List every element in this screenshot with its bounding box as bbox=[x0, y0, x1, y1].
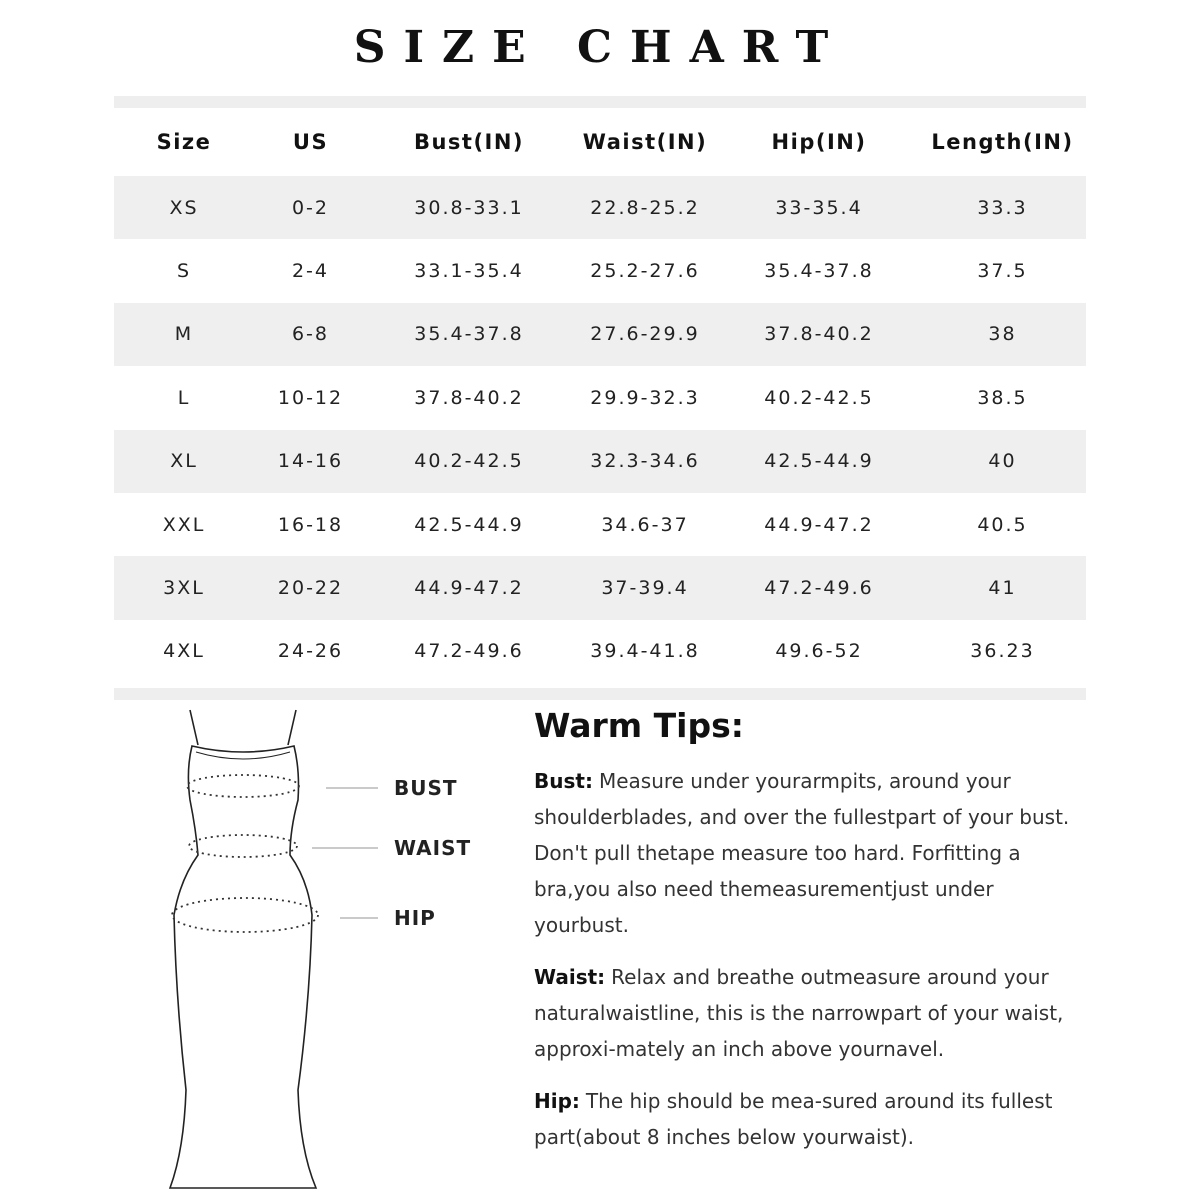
cell-bust: 40.2-42.5 bbox=[414, 450, 524, 473]
dress-illustration bbox=[140, 700, 500, 1200]
right-strap bbox=[288, 710, 296, 745]
cell-us: 14-16 bbox=[277, 450, 344, 473]
table-row bbox=[114, 176, 1086, 239]
cell-us: 16-18 bbox=[277, 513, 344, 536]
cell-hip: 49.6-52 bbox=[775, 640, 863, 663]
cell-us: 24-26 bbox=[277, 640, 344, 663]
cell-waist: 37-39.4 bbox=[601, 577, 689, 600]
cell-length: 38 bbox=[988, 323, 1017, 346]
cell-waist: 29.9-32.3 bbox=[590, 386, 700, 409]
cell-size: M bbox=[174, 323, 194, 346]
header-bust: Bust(IN) bbox=[413, 130, 525, 154]
cell-bust: 33.1-35.4 bbox=[414, 260, 524, 283]
cell-waist: 39.4-41.8 bbox=[590, 640, 700, 663]
cell-waist: 34.6-37 bbox=[601, 513, 689, 536]
bust-label: BUST bbox=[394, 776, 458, 800]
cell-bust: 47.2-49.6 bbox=[414, 640, 524, 663]
cell-hip: 44.9-47.2 bbox=[764, 513, 874, 536]
cell-hip: 37.8-40.2 bbox=[764, 323, 874, 346]
cell-waist: 22.8-25.2 bbox=[590, 196, 700, 219]
cell-waist: 25.2-27.6 bbox=[590, 260, 700, 283]
cell-us: 6-8 bbox=[291, 323, 330, 346]
cell-bust: 42.5-44.9 bbox=[414, 513, 524, 536]
cell-length: 41 bbox=[988, 577, 1017, 600]
cell-size: XS bbox=[169, 196, 199, 219]
header-size: Size bbox=[156, 130, 212, 154]
table-top-band bbox=[114, 96, 1086, 108]
warm-tips bbox=[534, 706, 1094, 1171]
table-bottom-band bbox=[114, 688, 1086, 700]
tip-hip bbox=[534, 1083, 1094, 1155]
table-row bbox=[114, 493, 1086, 556]
cell-bust: 37.8-40.2 bbox=[414, 386, 524, 409]
cell-us: 10-12 bbox=[277, 386, 344, 409]
header-waist: Waist(IN) bbox=[582, 130, 708, 154]
cell-us: 2-4 bbox=[291, 260, 330, 283]
header-length: Length(IN) bbox=[931, 130, 1074, 154]
bust-measure-line bbox=[187, 775, 299, 797]
cell-length: 40 bbox=[988, 450, 1017, 473]
tip-label: Hip: bbox=[534, 1089, 580, 1113]
cell-size: 3XL bbox=[163, 577, 205, 600]
dress-outline bbox=[170, 746, 316, 1188]
cell-length: 33.3 bbox=[977, 196, 1028, 219]
table-row bbox=[114, 239, 1086, 302]
cell-hip: 35.4-37.8 bbox=[764, 260, 874, 283]
table-row bbox=[114, 303, 1086, 366]
table-row bbox=[114, 556, 1086, 619]
tip-text: Measure under yourarmpits, around your shoulderblades, and over the fullestpart of your bust. Don't pull thetape measure too hard. Forfitting a bra,you also need themeasurementjust under yourbust. bbox=[534, 769, 1070, 937]
hip-measure-line bbox=[172, 898, 318, 932]
tip-text: Relax and breathe outmeasure around your naturalwaistline, this is the narrowpart of your waist, approxi-mately an inch above yournavel. bbox=[534, 965, 1064, 1061]
cell-size: XL bbox=[170, 450, 198, 473]
table-row bbox=[114, 620, 1086, 683]
cell-hip: 42.5-44.9 bbox=[764, 450, 874, 473]
cell-length: 40.5 bbox=[977, 513, 1028, 536]
tip-text: The hip should be mea-sured around its fullest part(about 8 inches below yourwaist). bbox=[534, 1089, 1053, 1149]
size-table bbox=[114, 96, 1086, 700]
dress-figure bbox=[140, 700, 500, 1200]
header-us: US bbox=[292, 130, 329, 154]
cell-us: 0-2 bbox=[291, 196, 330, 219]
cell-us: 20-22 bbox=[277, 577, 344, 600]
header-hip: Hip(IN) bbox=[771, 130, 867, 154]
cell-length: 36.23 bbox=[970, 640, 1035, 663]
cell-size: XXL bbox=[162, 513, 206, 536]
cell-length: 38.5 bbox=[977, 386, 1028, 409]
left-strap bbox=[190, 710, 198, 745]
tip-waist bbox=[534, 959, 1094, 1067]
tip-bust bbox=[534, 763, 1094, 943]
page-title: SIZE CHART bbox=[353, 22, 847, 73]
cell-length: 37.5 bbox=[977, 260, 1028, 283]
table-header-row bbox=[114, 108, 1086, 176]
tip-label: Bust: bbox=[534, 769, 593, 793]
cell-bust: 44.9-47.2 bbox=[414, 577, 524, 600]
cell-size: L bbox=[177, 386, 191, 409]
cell-waist: 27.6-29.9 bbox=[590, 323, 700, 346]
cell-bust: 30.8-33.1 bbox=[414, 196, 524, 219]
cell-hip: 40.2-42.5 bbox=[764, 386, 874, 409]
cell-waist: 32.3-34.6 bbox=[590, 450, 700, 473]
tip-label: Waist: bbox=[534, 965, 606, 989]
table-row bbox=[114, 430, 1086, 493]
cell-bust: 35.4-37.8 bbox=[414, 323, 524, 346]
cell-size: 4XL bbox=[163, 640, 205, 663]
table-row bbox=[114, 366, 1086, 429]
cell-size: S bbox=[176, 260, 192, 283]
tips-title: Warm Tips: bbox=[534, 706, 744, 745]
hip-label: HIP bbox=[394, 906, 436, 930]
waist-label: WAIST bbox=[394, 836, 472, 860]
cell-hip: 33-35.4 bbox=[775, 196, 863, 219]
cell-hip: 47.2-49.6 bbox=[764, 577, 874, 600]
waist-measure-line bbox=[189, 835, 297, 857]
